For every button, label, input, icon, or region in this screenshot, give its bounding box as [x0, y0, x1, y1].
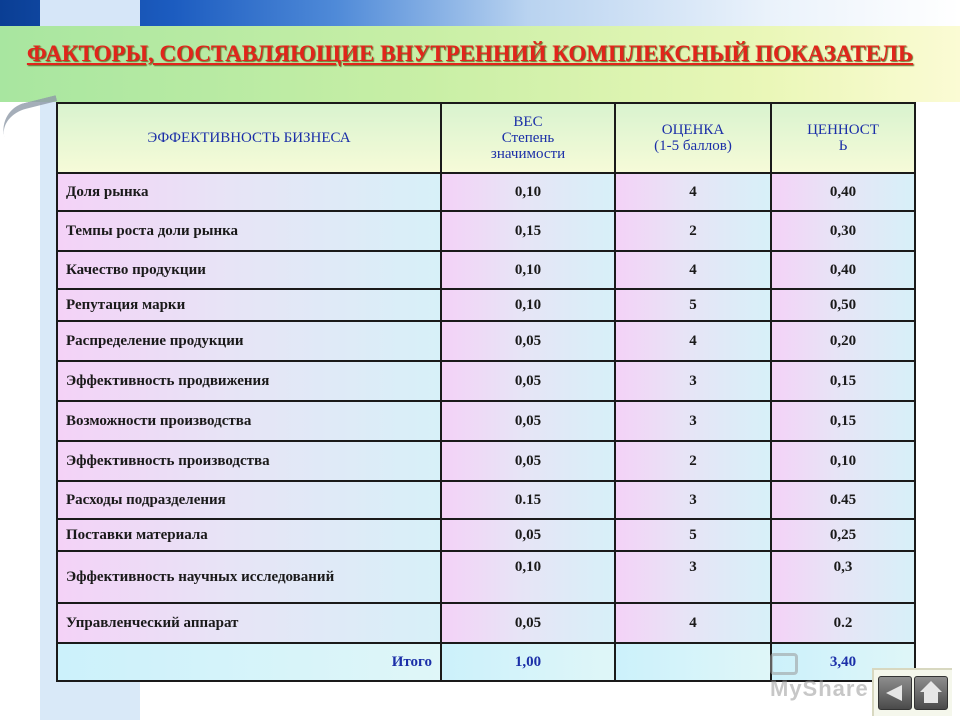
score-cell: 4 — [615, 173, 771, 211]
total-label: Итого — [57, 643, 441, 681]
score-cell: 2 — [615, 211, 771, 251]
weight-cell: 0,05 — [441, 401, 615, 441]
weight-cell: 0,05 — [441, 603, 615, 643]
header-score: ОЦЕНКА (1-5 баллов) — [615, 103, 771, 173]
table-row — [57, 481, 915, 519]
value-cell: 0,25 — [771, 519, 915, 551]
home-icon[interactable] — [914, 676, 948, 710]
score-cell: 3 — [615, 551, 771, 603]
value-cell: 0,30 — [771, 211, 915, 251]
factor-cell: Поставки материала — [57, 519, 441, 551]
header-weight: ВЕС Степень значимости — [441, 103, 615, 173]
factor-cell: Возможности производства — [57, 401, 441, 441]
table-row — [57, 289, 915, 321]
factor-cell: Расходы подразделения — [57, 481, 441, 519]
weight-cell: 0,10 — [441, 173, 615, 211]
factors-table — [56, 102, 916, 682]
weight-cell: 0,10 — [441, 251, 615, 289]
weight-cell: 0,05 — [441, 321, 615, 361]
value-cell: 0,15 — [771, 361, 915, 401]
score-cell: 3 — [615, 401, 771, 441]
table-row — [57, 519, 915, 551]
header-business-efficiency: ЭФФЕКТИВНОСТЬ БИЗНЕСА — [57, 103, 441, 173]
slide-title: ФАКТОРЫ, СОСТАВЛЯЮЩИЕ ВНУТРЕННИЙ КОМПЛЕКСНЫЙ ПОКАЗАТЕЛЬ — [26, 41, 914, 66]
value-cell: 0,40 — [771, 173, 915, 211]
monitor-icon — [770, 653, 798, 675]
back-arrow-icon[interactable] — [878, 676, 912, 710]
factor-cell: Доля рынка — [57, 173, 441, 211]
factor-cell: Репутация марки — [57, 289, 441, 321]
factor-cell: Распределение продукции — [57, 321, 441, 361]
table-row — [57, 361, 915, 401]
weight-cell: 0,10 — [441, 551, 615, 603]
score-cell: 3 — [615, 481, 771, 519]
factor-cell: Темпы роста доли рынка — [57, 211, 441, 251]
value-cell: 0.2 — [771, 603, 915, 643]
weight-cell: 0.15 — [441, 481, 615, 519]
weight-cell: 0,05 — [441, 441, 615, 481]
table-header-row — [57, 103, 915, 173]
table-row — [57, 211, 915, 251]
score-cell: 4 — [615, 321, 771, 361]
total-weight: 1,00 — [441, 643, 615, 681]
nav-controls — [872, 668, 952, 716]
value-cell: 0.45 — [771, 481, 915, 519]
score-cell: 4 — [615, 251, 771, 289]
value-cell: 0,50 — [771, 289, 915, 321]
value-cell: 0,20 — [771, 321, 915, 361]
score-cell: 5 — [615, 289, 771, 321]
factors-table-container — [56, 102, 914, 682]
value-cell: 0,10 — [771, 441, 915, 481]
table-row — [57, 173, 915, 211]
value-cell: 0,15 — [771, 401, 915, 441]
total-score — [615, 643, 771, 681]
table-row — [57, 401, 915, 441]
watermark-text: MyShare — [770, 676, 869, 701]
score-cell: 3 — [615, 361, 771, 401]
factor-cell: Эффективность продвижения — [57, 361, 441, 401]
weight-cell: 0,10 — [441, 289, 615, 321]
table-row — [57, 251, 915, 289]
table-row — [57, 551, 915, 603]
score-cell: 4 — [615, 603, 771, 643]
weight-cell: 0,15 — [441, 211, 615, 251]
factor-cell: Эффективность производства — [57, 441, 441, 481]
score-cell: 2 — [615, 441, 771, 481]
value-cell: 0,3 — [771, 551, 915, 603]
score-cell: 5 — [615, 519, 771, 551]
total-value: 3,40 — [771, 643, 915, 681]
top-accent-block — [40, 0, 140, 26]
factor-cell: Эффективность научных исследований — [57, 551, 441, 603]
table-row — [57, 603, 915, 643]
weight-cell: 0,05 — [441, 519, 615, 551]
table-row — [57, 321, 915, 361]
watermark — [770, 650, 880, 701]
value-cell: 0,40 — [771, 251, 915, 289]
top-gradient-bar — [0, 0, 960, 26]
factor-cell: Качество продукции — [57, 251, 441, 289]
factor-cell: Управленческий аппарат — [57, 603, 441, 643]
table-row — [57, 441, 915, 481]
weight-cell: 0,05 — [441, 361, 615, 401]
header-value: ЦЕННОСТ Ь — [771, 103, 915, 173]
